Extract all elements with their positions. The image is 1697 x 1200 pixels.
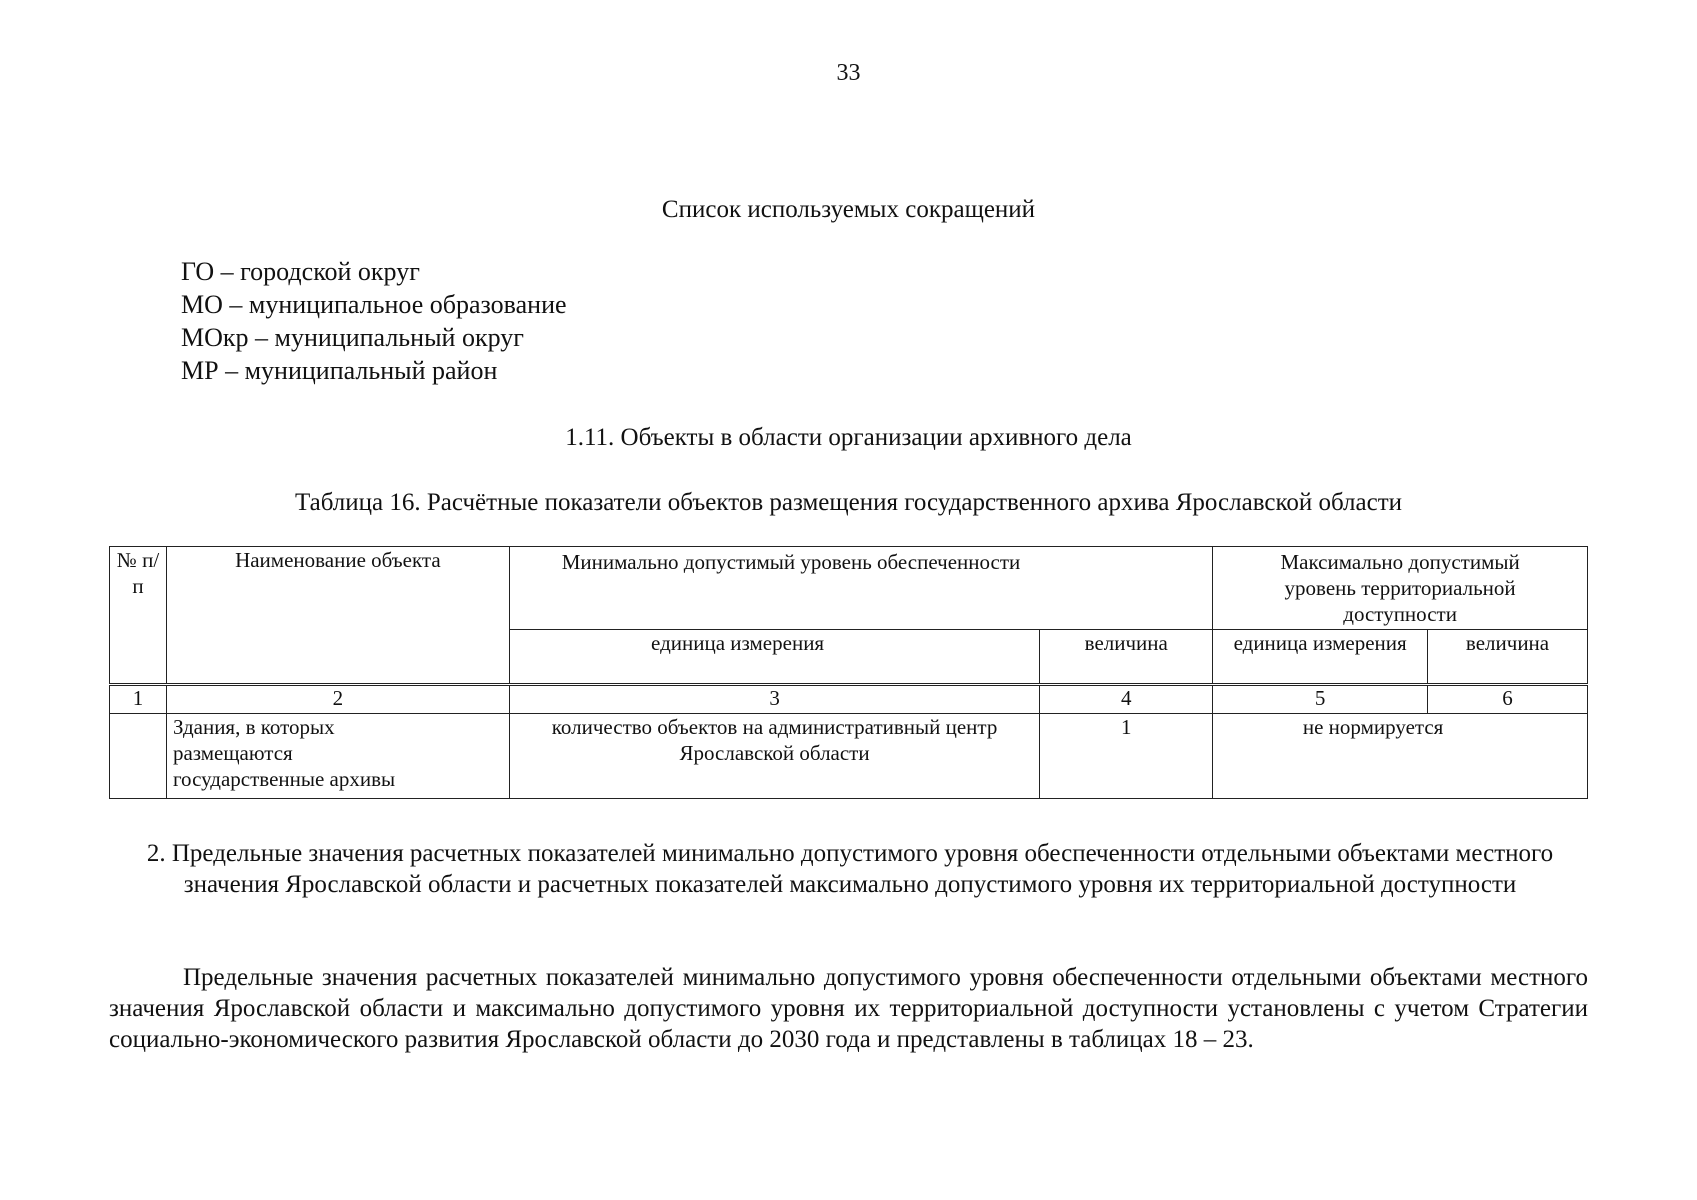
abbreviations-title: Список используемых сокращений	[661, 196, 1036, 223]
column-number: 5	[1213, 685, 1428, 714]
header-min-value: величина	[1040, 630, 1213, 685]
header-min-level: Минимально допустимый уровень обеспеченности	[509, 547, 1212, 630]
abbreviations-list	[181, 255, 567, 387]
header-num: № п/п	[110, 547, 167, 685]
row-max-level: не нормируется	[1213, 714, 1588, 799]
header-min-unit: единица измерения	[509, 630, 1040, 685]
abbreviation-item: МР – муниципальный район	[181, 356, 498, 385]
section-2-heading: 2. Предельные значения расчетных показателей минимально допустимого уровня обеспеченности отдельными объектами местного значения Ярославской области и расчетных показателей максимально допустимого уровня их территориальной доступности	[146, 840, 1554, 898]
table-row	[110, 714, 1588, 799]
row-min-value: 1	[1040, 714, 1213, 799]
abbreviation-item: МО – муниципальное образование	[181, 290, 567, 319]
row-min-unit: количество объектов на административный центр Ярославской области	[509, 714, 1040, 799]
column-number: 4	[1040, 685, 1213, 714]
header-max-unit: единица измерения	[1213, 630, 1428, 685]
column-number: 1	[110, 685, 167, 714]
table-header-row	[110, 547, 1588, 630]
column-number: 6	[1428, 685, 1588, 714]
section-heading: 1.11. Объекты в области организации архивного дела	[565, 424, 1132, 451]
header-max-level: Максимально допустимый уровень территориальной доступности	[1213, 547, 1588, 630]
table-column-numbers-row	[110, 685, 1588, 714]
column-number: 3	[509, 685, 1040, 714]
header-name: Наименование объекта	[166, 547, 509, 685]
indicators-table	[109, 546, 1588, 799]
abbreviation-item: ГО – городской округ	[181, 257, 420, 286]
header-max-value: величина	[1428, 630, 1588, 685]
row-name: Здания, в которых размещаются государственные архивы	[166, 714, 509, 799]
column-number: 2	[166, 685, 509, 714]
body-paragraph: Предельные значения расчетных показателей минимально допустимого уровня обеспеченности отдельными объектами местного значения Ярославской области и максимально допустимого уровня их территориальной доступности установлены с учетом Стратегии социально-экономического развития Ярославской области до 2030 года и представлены в таблицах 18 – 23.	[109, 964, 1588, 1053]
abbreviation-item: МОкр – муниципальный округ	[181, 323, 524, 352]
table-caption: Таблица 16. Расчётные показатели объектов размещения государственного архива Ярославской области	[294, 489, 1403, 516]
page-number: 33	[836, 60, 861, 86]
row-num	[110, 714, 167, 799]
